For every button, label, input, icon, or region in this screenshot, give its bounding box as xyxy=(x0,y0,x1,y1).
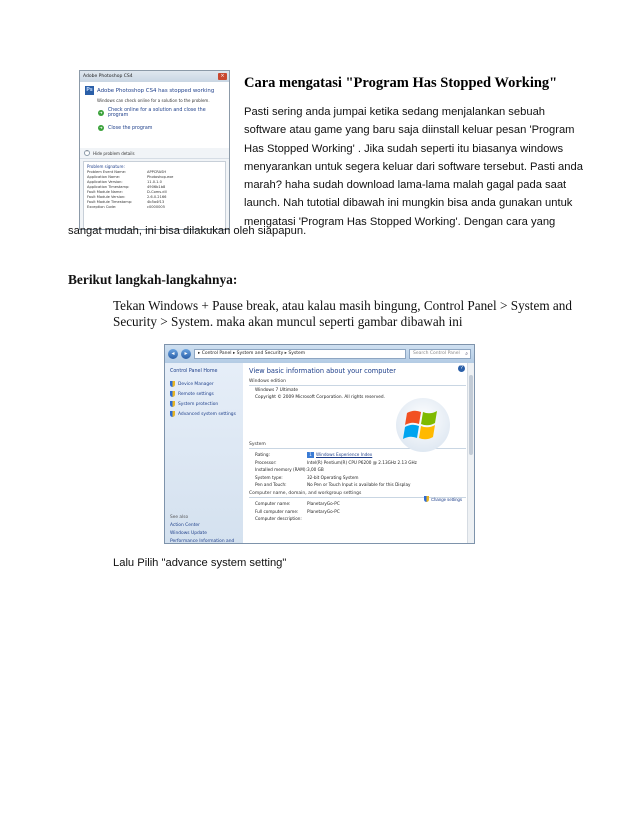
search-icon: ⌕ xyxy=(465,351,468,357)
error-dialog-titlebar xyxy=(80,71,229,82)
signature-row: Fault Module Name: D-Coms.dll xyxy=(87,190,167,194)
steps-heading: Berikut langkah-langkahnya: xyxy=(68,272,238,287)
forward-arrow-icon: ▸ xyxy=(181,349,191,359)
problem-details-toggle: ˄ Hide problem details xyxy=(80,148,229,159)
intro-line: marah? haha sudah download lama-lama malah gagal pada saat xyxy=(244,179,567,192)
error-dialog-screenshot xyxy=(79,70,230,230)
intro-line: launch. Nah tutotial dibawah ini mungkin bisa anda gunakan untuk xyxy=(244,197,573,210)
step-2-text: Lalu Pilih "advance system setting" xyxy=(113,557,287,569)
signature-row: Fault Module Timestamp: 4b5a4f13 xyxy=(87,200,165,204)
sidebar-item-advanced-system-settings: Advanced system settings xyxy=(170,411,238,417)
see-also-performance: Performance Information and xyxy=(170,539,235,544)
system-row: System type: 32-bit Operating System xyxy=(255,474,359,480)
sidebar-home-link: Control Panel Home xyxy=(170,369,218,374)
scrollbar xyxy=(467,363,474,543)
signature-row: Fault Module Version: 2.6.0.2166 xyxy=(87,195,167,199)
intro-tail: sangat mudah, ini bisa dilakukan oleh siapapun. xyxy=(68,225,307,237)
change-settings-link: Change settings xyxy=(424,496,462,502)
step-1-text: Tekan Windows + Pause break, atau kalau masih bingung, Control Panel > System and Security > System. maka akan muncul seperti gambar dibawah ini xyxy=(113,298,572,329)
system-heading: View basic information about your computer xyxy=(249,367,396,375)
computer-section: Computer name, domain, and workgroup settings xyxy=(249,491,466,498)
chevron-up-icon: ˄ xyxy=(86,150,88,155)
signature-row: Application Version: 11.0.1.0 xyxy=(87,180,162,184)
system-row: Pen and Touch: No Pen or Touch Input is available for this Display xyxy=(255,482,411,488)
windows-edition: Windows 7 Ultimate xyxy=(255,388,299,393)
rating-badge: 1 xyxy=(307,452,314,458)
signature-row: Exception Code: c0000005 xyxy=(87,205,165,209)
sidebar-item-system-protection: System protection xyxy=(170,401,238,407)
system-row: Processor: Intel(R) Pentium(R) CPU P6200 @ 2.13GHz 2.13 GHz xyxy=(255,459,417,465)
error-subtext: Windows can check online for a solution to the problem. xyxy=(97,98,210,103)
see-also-windows-update: Windows Update xyxy=(170,531,207,536)
signature-row: Problem Event Name: APPCRASH xyxy=(87,170,167,174)
check-online-option: ➜ Check online for a solution and close the program xyxy=(99,108,206,118)
intro-line: software atau game yang baru saja diinstall keluar pesan 'Program xyxy=(244,124,575,137)
sidebar xyxy=(165,363,243,543)
shield-icon xyxy=(170,381,175,387)
search-input: Search Control Panel ⌕ xyxy=(409,349,471,359)
sidebar-item-remote-settings: Remote settings xyxy=(170,391,238,397)
back-arrow-icon: ◂ xyxy=(168,349,178,359)
breadcrumb: ▸ Control Panel ▸ System and Security ▸ System xyxy=(194,349,406,359)
help-icon: ? xyxy=(458,365,465,372)
article-title: Cara mengatasi "Program Has Stopped Working" xyxy=(244,75,558,91)
system-section: System xyxy=(249,442,466,449)
windows-logo-icon xyxy=(395,397,451,453)
computer-row: Full computer name: PlanetaryGo-PC xyxy=(255,508,340,514)
shield-icon xyxy=(170,391,175,397)
intro-paragraph xyxy=(244,103,584,231)
address-bar xyxy=(165,345,474,363)
shield-icon xyxy=(424,496,429,502)
system-main-panel xyxy=(249,367,466,543)
computer-row: Computer name: PlanetaryGo-PC xyxy=(255,500,340,506)
see-also-action-center: Action Center xyxy=(170,523,200,528)
problem-signature: Problem signature: Problem Event Name: APPCRASH Application Name: Photoshop.exe Application Version: 11.0.1.0 Application Timestamp: 4906b1b8 Fault Module Name: D-Coms.dll Fault Module Version: 2.6.0.2166 Fault Module Timestamp: 4b5a4f13 Exception Code: c0000005 xyxy=(83,161,226,230)
copyright: Copyright © 2009 Microsoft Corporation. All rights reserved. xyxy=(255,395,385,400)
edition-section: Windows edition xyxy=(249,379,466,386)
computer-row: Computer description: xyxy=(255,516,302,522)
sidebar-item-device-manager: Device Manager xyxy=(170,381,238,387)
intro-line: menyarankan untuk segera keluar dari software tersebut. Pasti anda xyxy=(244,160,583,173)
shield-icon xyxy=(170,401,175,407)
close-program-option: ➜ Close the program xyxy=(99,125,153,131)
system-window-screenshot xyxy=(164,344,475,544)
close-icon: × xyxy=(218,73,227,80)
error-dialog-title: Adobe Photoshop CS4 xyxy=(83,74,133,79)
system-row-rating: Rating: 1 Windows Experience Index xyxy=(255,452,373,457)
intro-line: Has Stopped Working' . Jika sudah seperti itu biasanya windows xyxy=(244,142,564,155)
see-also-label: See also xyxy=(170,515,189,520)
intro-line: mengatasi 'Program Has Stopped Working'. Dengan cara yang xyxy=(244,215,556,228)
green-arrow-icon: ➜ xyxy=(99,110,103,115)
system-row: Installed memory (RAM): 3,00 GB xyxy=(255,467,324,473)
error-headline: Adobe Photoshop CS4 has stopped working xyxy=(97,87,215,94)
green-arrow-icon: ➜ xyxy=(99,125,103,130)
signature-row: Application Timestamp: 4906b1b8 xyxy=(87,185,166,189)
photoshop-icon: Ps xyxy=(86,87,93,93)
intro-line: Pasti sering anda jumpai ketika sedang menjalankan sebuah xyxy=(244,106,546,118)
signature-row: Application Name: Photoshop.exe xyxy=(87,175,174,179)
shield-icon xyxy=(170,411,175,417)
